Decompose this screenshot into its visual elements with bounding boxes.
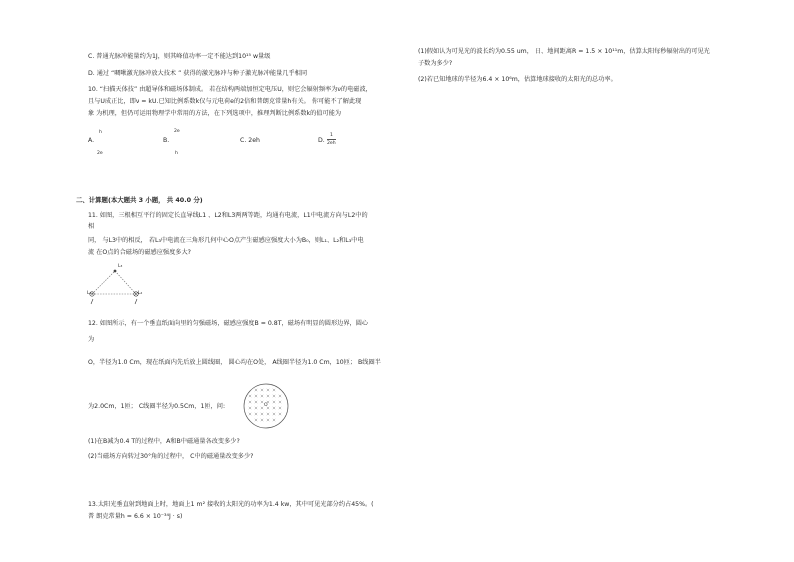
q13-line-1: 13.太阳光垂直射到地面上时，地面上1 m² 接收的太阳光的功率为1.4 kw，其中可见光部分约占45%。( xyxy=(88,501,374,508)
q10-line-1: 10. “扫描天体技” 由超导体和磁场体制成。 若在结构两端加恒定电压U，则它会辐射频率为ν的电磁波， xyxy=(88,86,372,93)
field-cross-mark xyxy=(255,407,257,409)
option-c-line: C. 普通光脉冲能量约为1J，则其峰值功率一定不能达到10¹⁵ w量级 xyxy=(88,53,271,60)
field-cross-mark xyxy=(255,401,257,403)
option-d-line: D. 通过 “啁啾激光脉冲放大技术 ” 获得的激光脉冲与种子激光脉冲能量几乎相同 xyxy=(88,70,308,77)
field-cross-mark xyxy=(255,419,257,421)
field-cross-mark xyxy=(279,395,281,397)
q11-line-4: 流 在O点的合磁场的磁感应强度多大? xyxy=(88,249,191,256)
field-cross-mark xyxy=(249,395,251,397)
q12-line-2: 为 xyxy=(88,336,95,343)
option-a-numerator: h xyxy=(99,130,102,135)
field-cross-mark xyxy=(273,401,275,403)
field-cross-mark xyxy=(255,389,257,391)
field-cross-mark xyxy=(267,419,269,421)
field-cross-mark xyxy=(273,419,275,421)
wire-l1-label: L₁ xyxy=(87,291,92,296)
field-cross-mark xyxy=(273,395,275,397)
field-cross-mark xyxy=(267,413,269,415)
field-cross-mark xyxy=(279,413,281,415)
q13-sub-1-line-2: 子数为多少? xyxy=(418,60,453,67)
circle-center-label: O xyxy=(264,403,268,408)
option-b-denominator: h xyxy=(175,151,178,156)
field-cross-mark xyxy=(255,395,257,397)
field-cross-mark xyxy=(273,389,275,391)
q11-line-2: 相 xyxy=(88,223,95,230)
section-title: 二、计算题(本大题共 3 小题， 共 40.0 分) xyxy=(76,196,203,204)
q13-sub-2: (2)若已知地球的半径为6.4 × 10⁶m，估算地球接收的太阳光的总功率。 xyxy=(418,76,617,83)
q13-sub-1-line-1: (1)假如认为可见光的波长约为0.55 um， 日、地间距离R = 1.5 × 10¹¹m，估算太阳每秒辐射出的可见光 xyxy=(418,48,710,55)
q12-line-4: 为2.0Cm，1匝； C线圈半径为0.5Cm，1匝，问: xyxy=(88,403,226,410)
option-a-label: A. xyxy=(88,137,95,144)
q11-line-3: 同， 与L3中的相反， 若L₃中电流在三角形几何中心O点产生磁感应强度大小为B₀，则L₁、L₂和L₃中电 xyxy=(88,237,364,244)
field-cross-mark xyxy=(261,407,263,409)
option-d-numerator: 1 xyxy=(330,133,333,138)
field-cross-mark xyxy=(261,413,263,415)
field-cross-mark xyxy=(261,389,263,391)
option-b-label: B. xyxy=(163,137,170,144)
field-cross-mark xyxy=(249,401,251,403)
field-cross-mark xyxy=(279,401,281,403)
q12-line-1: 12. 如图所示，有一个垂直纸面向里的匀强磁场，磁感应强度B = 0.8T，磁场有明显的圆形边界，圆心 xyxy=(88,320,369,327)
field-cross-mark xyxy=(267,395,269,397)
field-cross-mark xyxy=(261,395,263,397)
q10-line-2: 且与U成正比，即ν = kU.已知比例系数k仅与元电荷e的2倍和普朗克常量h有关。 你可能不了解此现 xyxy=(88,98,362,105)
field-cross-mark xyxy=(273,407,275,409)
option-a-denominator: 2e xyxy=(97,151,103,156)
option-b-numerator: 2e xyxy=(174,129,180,134)
q12-question-2: (2)当磁场方向转过30°角的过程中， C中的磁通量改变多少? xyxy=(88,453,254,460)
q12-line-3: O，半径为1.0 Cm，现在纸面内先后放上圆线圈， 圆心均在O处， A线圈半径为1.0 Cm，10匝； B线圈半 xyxy=(88,359,381,366)
field-cross-mark xyxy=(261,401,263,403)
option-d-denominator: 2eh xyxy=(327,141,336,146)
wire-l3-label: L₃ xyxy=(118,264,123,269)
triangle-wires-figure xyxy=(86,266,146,306)
field-cross-mark xyxy=(249,413,251,415)
q12-question-1: (1)在B减为0.4 T的过程中，A和B中磁通量各改变多少? xyxy=(88,438,240,445)
option-d-label: D. xyxy=(318,137,325,144)
field-cross-mark xyxy=(267,389,269,391)
field-cross-mark xyxy=(255,413,257,415)
wire-l2-label: L₂ xyxy=(138,291,143,296)
q11-line-1: 11. 如图，三根相互平行的固定长直导线L1 、L2和L3两两等距，均通有电流，L1中电流方向与L2中的 xyxy=(88,212,368,219)
q13-line-2: 普 朗克常量h = 6.6 × 10⁻³⁴J · s) xyxy=(88,513,183,520)
option-d-fraction-bar xyxy=(327,139,336,140)
field-cross-mark xyxy=(261,419,263,421)
field-cross-mark xyxy=(249,407,251,409)
field-cross-mark xyxy=(279,407,281,409)
q10-line-3: 象 为机理，但仍可运用物理学中常用的方法，在下列选项中，推理判断比例系数k的值可能为 xyxy=(88,110,342,117)
option-c-label: C. 2eh xyxy=(240,137,260,144)
field-cross-mark xyxy=(273,413,275,415)
